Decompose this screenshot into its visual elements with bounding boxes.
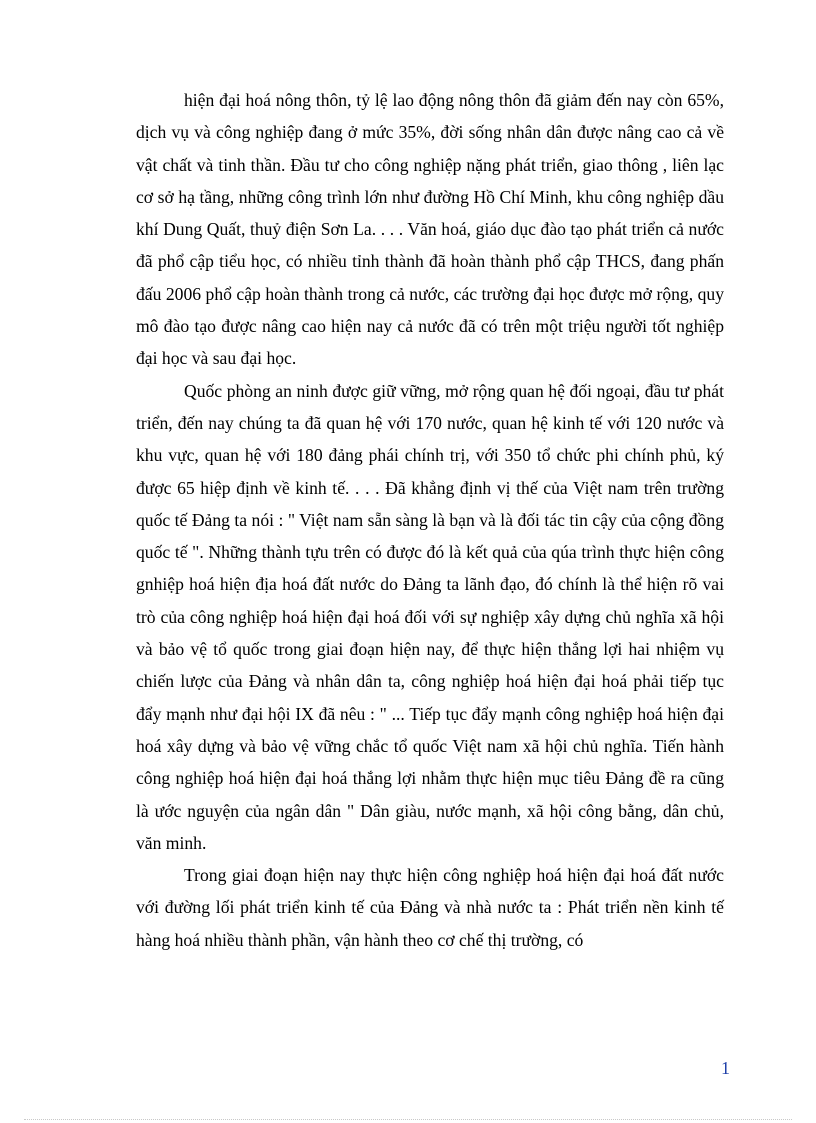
page-bottom-divider <box>24 1119 792 1120</box>
paragraph-2: Quốc phòng an ninh được giữ vững, mở rộng quan hệ đối ngoại, đầu tư phát triển, đến nay chúng ta đã quan hệ với 170 nước, quan hệ kinh tế với 120 nước và khu vực, quan hệ với 180 đảng phái chính trị, với 350 tổ chức phi chính phủ, ký được 65 hiệp định về kinh tế. . . . Đã khẳng định vị thế của Việt nam trên trường quốc tế Đảng ta nói : " Việt nam sẵn sàng là bạn và là đối tác tin cậy của cộng đồng quốc tế ". Những thành tựu trên có được đó là kết quả của qúa trình thực hiện công gnhiệp hoá hiện địa hoá đất nước do Đảng ta lãnh đạo, đó chính là thể hiện rõ vai trò của công nghiệp hoá hiện đại hoá đối với sự nghiệp xây dựng chủ nghĩa xã hội và bảo vệ tổ quốc trong giai đoạn hiện nay, để thực hiện thắng lợi hai nhiệm vụ chiến lược của Đảng và nhân dân ta, công nghiệp hoá hiện đại hoá phải tiếp tục đẩy mạnh như đại hội IX đã nêu : " ... Tiếp tục đẩy mạnh công nghiệp hoá hiện đại hoá xây dựng và bảo vệ vững chắc tổ quốc Việt nam xã hội chủ nghĩa. Tiến hành công nghiệp hoá hiện đại hoá thắng lợi nhằm thực hiện mục tiêu Đảng đề ra cũng là ước nguyện của ngân dân " Dân giàu, nước mạnh, xã hội công bằng, dân chủ, văn minh. <box>136 380 724 853</box>
page-number: 1 <box>721 1058 730 1078</box>
paragraph-1: hiện đại hoá nông thôn, tỷ lệ lao động nông thôn đã giảm đến nay còn 65%, dịch vụ và công nghiệp đang ở mức 35%, đời sống nhân dân được nâng cao cả về vật chất và tinh thần. Đầu tư cho công nghiệp nặng phát triển, giao thông , liên lạc cơ sở hạ tầng, những công trình lớn như đường Hồ Chí Minh, khu công nghiệp dầu khí Dung Quất, thuỷ điện Sơn La. . . . Văn hoá, giáo dục đào tạo phát triển cả nước đã phổ cập tiểu học, có nhiều tỉnh thành đã hoàn thành phổ cập THCS, đang phấn đấu 2006 phổ cập hoàn thành trong cả nước, các trường đại học được mở rộng, quy mô đào tạo được nâng cao hiện nay cả nước đã có trên một triệu người tốt nghiệp đại học và sau đại học. <box>136 90 724 369</box>
paragraph-3: Trong giai đoạn hiện nay thực hiện công nghiệp hoá hiện đại hoá đất nước với đường lối phát triển kinh tế của Đảng và nhà nước ta : Phát triển nền kinh tế hàng hoá nhiều thành phần, vận hành theo cơ chế thị trường, có <box>136 865 724 950</box>
body-text <box>136 84 724 956</box>
